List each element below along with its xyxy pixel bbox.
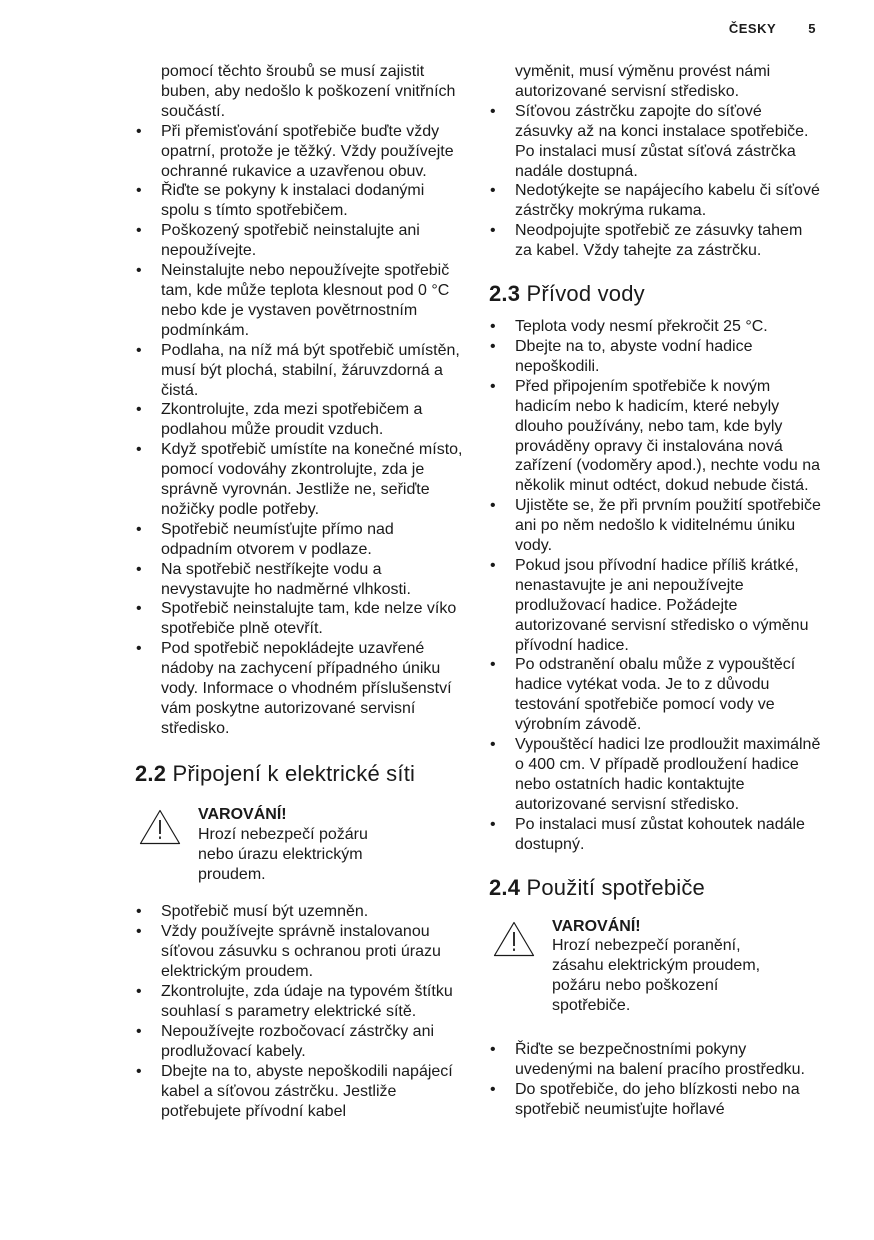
section-title: Přívod vody xyxy=(526,281,645,307)
usage-list xyxy=(489,1040,821,1120)
list-item: • Dbejte na to, abyste vodní hadice nepoškodili. xyxy=(489,337,821,377)
list-item: • Při přemisťování spotřebiče buďte vždy opatrní, protože je těžký. Vždy používejte ochranné rukavice a uzavřenou obuv. xyxy=(135,122,465,182)
page-header xyxy=(729,21,816,36)
section-heading-2-4 xyxy=(489,875,821,901)
list-item: • Řiďte se bezpečnostními pokyny uvedenými na balení pracího prostředku. xyxy=(489,1040,821,1080)
electrical-list xyxy=(135,902,465,1121)
list-item: • Neodpojujte spotřebič ze zásuvky tahem za kabel. Vždy tahejte za zástrčku. xyxy=(489,221,821,261)
section-heading-2-3 xyxy=(489,281,821,307)
left-column xyxy=(135,62,465,1121)
list-item: • Nedotýkejte se napájecího kabelu či síťové zástrčky mokrýma rukama. xyxy=(489,181,821,221)
warning-triangle-icon xyxy=(139,809,181,845)
section-number: 2.3 xyxy=(489,281,521,307)
list-item: • Poškozený spotřebič neinstalujte ani nepoužívejte. xyxy=(135,221,465,261)
list-item: • Vždy používejte správně instalovanou síťovou zásuvku s ochranou proti úrazu elektrickým proudem. xyxy=(135,922,465,982)
list-item: • Do spotřebiče, do jeho blízkosti nebo na spotřebič neumisťujte hořlavé xyxy=(489,1080,821,1120)
list-item: • Neinstalujte nebo nepoužívejte spotřebič tam, kde může teplota klesnout pod 0 °C nebo kde je vystaven povětrnostním podmínkám. xyxy=(135,261,465,341)
water-supply-list xyxy=(489,317,821,854)
list-item: • Dbejte na to, abyste nepoškodili napájecí kabel a síťovou zástrčku. Jestliže potřebujete přívodní kabel xyxy=(135,1062,465,1122)
warning-box xyxy=(489,917,821,1017)
list-item: • Když spotřebič umístíte na konečné místo, pomocí vodováhy zkontrolujte, zda je správně vyrovnán. Jestliže ne, seřiďte nožičky podle potřeby. xyxy=(135,440,465,520)
list-item: • Zkontrolujte, zda mezi spotřebičem a podlahou může proudit vzduch. xyxy=(135,400,465,440)
list-item: • Teplota vody nesmí překročit 25 °C. xyxy=(489,317,821,337)
page-number: 5 xyxy=(808,21,816,36)
warning-title: VAROVÁNÍ! xyxy=(198,805,287,823)
warning-title: VAROVÁNÍ! xyxy=(552,917,641,935)
list-item: • Pod spotřebič nepokládejte uzavřené nádoby na zachycení případného úniku vody. Informace o vhodném příslušenství vám poskytne autorizované servisní středisko. xyxy=(135,639,465,739)
continued-paragraph: pomocí těchto šroubů se musí zajistit buben, aby nedošlo k poškození vnitřních součástí. xyxy=(161,63,456,120)
list-item: • Řiďte se pokyny k instalaci dodanými spolu s tímto spotřebičem. xyxy=(135,181,465,221)
list-item: • Spotřebič neumísťujte přímo nad odpadním otvorem v podlaze. xyxy=(135,520,465,560)
list-item: • Pokud jsou přívodní hadice příliš krátké, nenastavujte je ani nepoužívejte prodlužovací hadice. Požádejte autorizované servisní středisko o výměnu přívodní hadice. xyxy=(489,556,821,656)
warning-box xyxy=(135,805,465,885)
language-label: ČESKY xyxy=(728,21,777,36)
list-item: • Po odstranění obalu může z vypouštěcí hadice vytékat voda. Je to z důvodu testování spotřebiče pomocí vody ve výrobním závodě. xyxy=(489,655,821,735)
warning-text: Hrozí nebezpečí požáru nebo úrazu elektrickým proudem. xyxy=(198,825,368,883)
list-item: • Na spotřebič nestříkejte vodu a nevystavujte ho nadměrné vlhkosti. xyxy=(135,560,465,600)
right-column xyxy=(489,62,821,1120)
list-item: • Vypouštěcí hadici lze prodloužit maximálně o 400 cm. V případě prodloužení hadice nebo ostatních hadic kontaktujte autorizované servisní středisko. xyxy=(489,735,821,815)
list-item: • Spotřebič musí být uzemněn. xyxy=(135,902,465,922)
section-heading-2-2 xyxy=(135,761,465,787)
warning-triangle-icon xyxy=(493,921,535,957)
list-item: • Před připojením spotřebiče k novým hadicím nebo k hadicím, které nebyly dlouho používány, nebo tam, kde byly prováděny opravy či instalována nová zařízení (vodoměry apod.), nechte vodu na několik minut odtéct, dokud nebude čistá. xyxy=(489,377,821,496)
list-item: • Nepoužívejte rozbočovací zástrčky ani prodlužovací kabely. xyxy=(135,1022,465,1062)
electrical-list-continued xyxy=(489,102,821,261)
safety-list xyxy=(135,122,465,739)
section-title: Připojení k elektrické síti xyxy=(172,760,416,786)
section-number: 2.4 xyxy=(489,874,521,900)
list-item: • Síťovou zástrčku zapojte do síťové zásuvky až na konci instalace spotřebiče. Po instalaci musí zůstat síťová zástrčka nadále dostupná. xyxy=(489,102,821,182)
warning-text: Hrozí nebezpečí poranění, zásahu elektrickým proudem, požáru nebo poškození spotřebiče. xyxy=(552,937,761,1015)
section-title: Použití spotřebiče xyxy=(526,874,705,900)
continued-paragraph: vyměnit, musí výměnu provést námi autorizované servisní středisko. xyxy=(515,63,771,100)
list-item: • Spotřebič neinstalujte tam, kde nelze víko spotřebiče plně otevřít. xyxy=(135,599,465,639)
list-item: • Po instalaci musí zůstat kohoutek nadále dostupný. xyxy=(489,815,821,855)
list-item: • Zkontrolujte, zda údaje na typovém štítku souhlasí s parametry elektrické sítě. xyxy=(135,982,465,1022)
section-number: 2.2 xyxy=(135,760,167,786)
list-item: • Podlaha, na níž má být spotřebič umístěn, musí být plochá, stabilní, žáruvzdorná a čistá. xyxy=(135,341,465,401)
list-item: • Ujistěte se, že při prvním použití spotřebiče ani po něm nedošlo k viditelnému úniku vody. xyxy=(489,496,821,556)
